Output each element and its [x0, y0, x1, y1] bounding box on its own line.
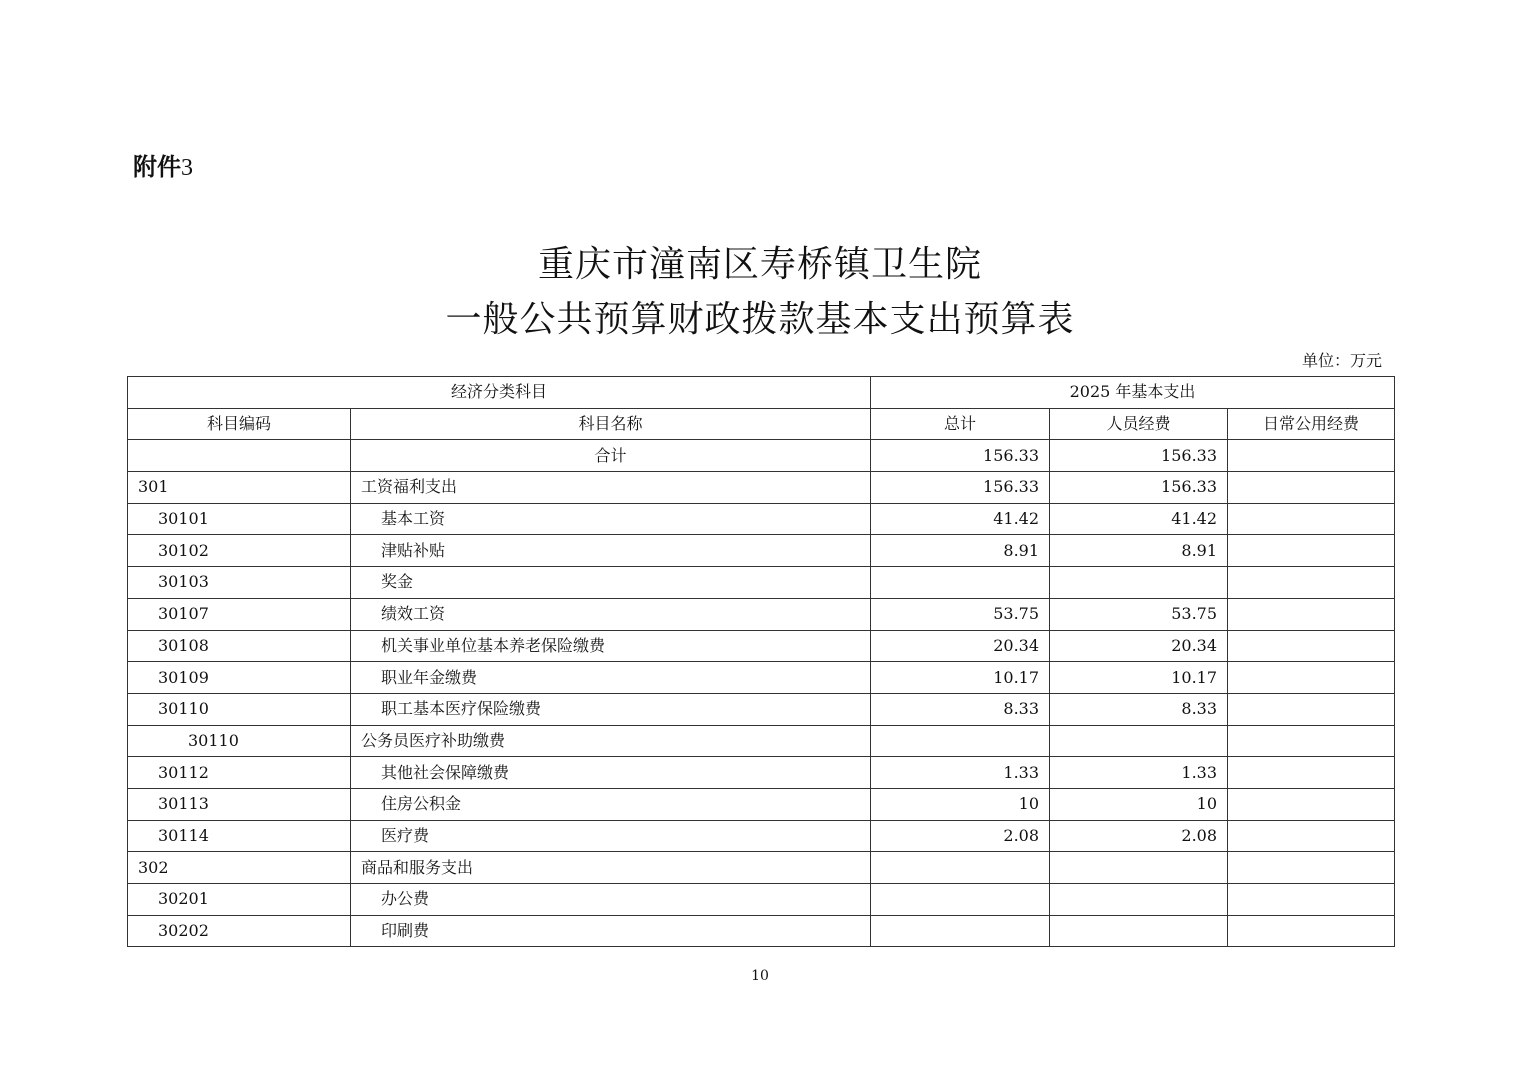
- row-personnel: 10.17: [1050, 662, 1228, 694]
- row-public: [1228, 693, 1395, 725]
- row-personnel: 156.33: [1050, 472, 1228, 504]
- row-code: 30112: [128, 757, 351, 789]
- table-row: [128, 788, 1395, 820]
- row-total: 8.91: [871, 535, 1050, 567]
- document-title-line2: 一般公共预算财政拨款基本支出预算表: [445, 299, 1075, 340]
- row-total: 53.75: [871, 598, 1050, 630]
- row-personnel: [1050, 915, 1228, 947]
- row-code: 30103: [128, 567, 351, 599]
- row-total: 8.33: [871, 693, 1050, 725]
- attachment-label-text: 附件: [133, 153, 181, 181]
- table-row: [128, 820, 1395, 852]
- row-code: 30110: [128, 725, 351, 757]
- row-public: [1228, 852, 1395, 884]
- row-total: [871, 852, 1050, 884]
- row-code: 30110: [128, 693, 351, 725]
- table-column-header-row: [128, 408, 1395, 440]
- column-header-personnel: 人员经费: [1050, 408, 1228, 440]
- table-row: [128, 757, 1395, 789]
- row-public: [1228, 757, 1395, 789]
- row-code: 30202: [128, 915, 351, 947]
- column-header-total: 总计: [871, 408, 1050, 440]
- column-header-name: 科目名称: [351, 408, 871, 440]
- row-personnel: 41.42: [1050, 503, 1228, 535]
- row-total: 20.34: [871, 630, 1050, 662]
- page-number: 10: [751, 968, 769, 984]
- row-code: 30108: [128, 630, 351, 662]
- row-name: 工资福利支出: [351, 472, 871, 504]
- row-personnel: 1.33: [1050, 757, 1228, 789]
- row-personnel: 20.34: [1050, 630, 1228, 662]
- row-public: [1228, 535, 1395, 567]
- row-code: 30101: [128, 503, 351, 535]
- total-row-label: 合计: [351, 440, 871, 472]
- header-basic-expenditure: 2025 年基本支出: [871, 377, 1395, 409]
- row-name: 奖金: [351, 567, 871, 599]
- total-row-personnel: 156.33: [1050, 440, 1228, 472]
- row-total: [871, 725, 1050, 757]
- row-public: [1228, 788, 1395, 820]
- table-row: [128, 662, 1395, 694]
- row-code: 301: [128, 472, 351, 504]
- row-personnel: 10: [1050, 788, 1228, 820]
- row-public: [1228, 725, 1395, 757]
- row-name: 住房公积金: [351, 788, 871, 820]
- row-name: 职业年金缴费: [351, 662, 871, 694]
- row-public: [1228, 820, 1395, 852]
- row-name: 医疗费: [351, 820, 871, 852]
- table-row: [128, 630, 1395, 662]
- row-code: 30107: [128, 598, 351, 630]
- unit-label: 单位：万元: [1301, 351, 1382, 370]
- table-total-row: [128, 440, 1395, 472]
- row-code: 30114: [128, 820, 351, 852]
- row-name: 津贴补贴: [351, 535, 871, 567]
- row-name: 公务员医疗补助缴费: [351, 725, 871, 757]
- column-header-code: 科目编码: [128, 408, 351, 440]
- row-public: [1228, 503, 1395, 535]
- table-row: [128, 598, 1395, 630]
- row-total: 1.33: [871, 757, 1050, 789]
- row-personnel: 8.91: [1050, 535, 1228, 567]
- row-personnel: 53.75: [1050, 598, 1228, 630]
- attachment-number: 3: [181, 155, 193, 181]
- budget-table: [127, 376, 1395, 947]
- table-row: [128, 915, 1395, 947]
- row-code: 30102: [128, 535, 351, 567]
- row-total: 10: [871, 788, 1050, 820]
- table-row: [128, 725, 1395, 757]
- row-name: 其他社会保障缴费: [351, 757, 871, 789]
- row-personnel: [1050, 852, 1228, 884]
- row-total: [871, 915, 1050, 947]
- header-economic-class: 经济分类科目: [128, 377, 871, 409]
- row-personnel: 8.33: [1050, 693, 1228, 725]
- table-row: [128, 503, 1395, 535]
- row-personnel: [1050, 567, 1228, 599]
- row-name: 商品和服务支出: [351, 852, 871, 884]
- row-code: 30109: [128, 662, 351, 694]
- row-name: 机关事业单位基本养老保险缴费: [351, 630, 871, 662]
- row-total: 41.42: [871, 503, 1050, 535]
- row-code: 30201: [128, 884, 351, 916]
- row-public: [1228, 884, 1395, 916]
- row-personnel: 2.08: [1050, 820, 1228, 852]
- table-row: [128, 693, 1395, 725]
- total-row-public: [1228, 440, 1395, 472]
- row-personnel: [1050, 884, 1228, 916]
- document-title-line1: 重庆市潼南区寿桥镇卫生院: [537, 244, 982, 285]
- row-public: [1228, 472, 1395, 504]
- attachment-label: [133, 150, 193, 185]
- row-name: 基本工资: [351, 503, 871, 535]
- row-total: 156.33: [871, 472, 1050, 504]
- row-total: [871, 884, 1050, 916]
- row-public: [1228, 598, 1395, 630]
- row-public: [1228, 567, 1395, 599]
- row-name: 办公费: [351, 884, 871, 916]
- table-row: [128, 567, 1395, 599]
- column-header-public: 日常公用经费: [1228, 408, 1395, 440]
- row-public: [1228, 915, 1395, 947]
- row-public: [1228, 630, 1395, 662]
- table-row: [128, 472, 1395, 504]
- table-row: [128, 852, 1395, 884]
- row-total: [871, 567, 1050, 599]
- row-personnel: [1050, 725, 1228, 757]
- row-code: 30113: [128, 788, 351, 820]
- row-name: 绩效工资: [351, 598, 871, 630]
- row-code: 302: [128, 852, 351, 884]
- row-name: 印刷费: [351, 915, 871, 947]
- total-row-code: [128, 440, 351, 472]
- table-group-header-row: [128, 377, 1395, 409]
- row-total: 10.17: [871, 662, 1050, 694]
- total-row-total: 156.33: [871, 440, 1050, 472]
- table-row: [128, 535, 1395, 567]
- table-row: [128, 884, 1395, 916]
- row-public: [1228, 662, 1395, 694]
- row-total: 2.08: [871, 820, 1050, 852]
- row-name: 职工基本医疗保险缴费: [351, 693, 871, 725]
